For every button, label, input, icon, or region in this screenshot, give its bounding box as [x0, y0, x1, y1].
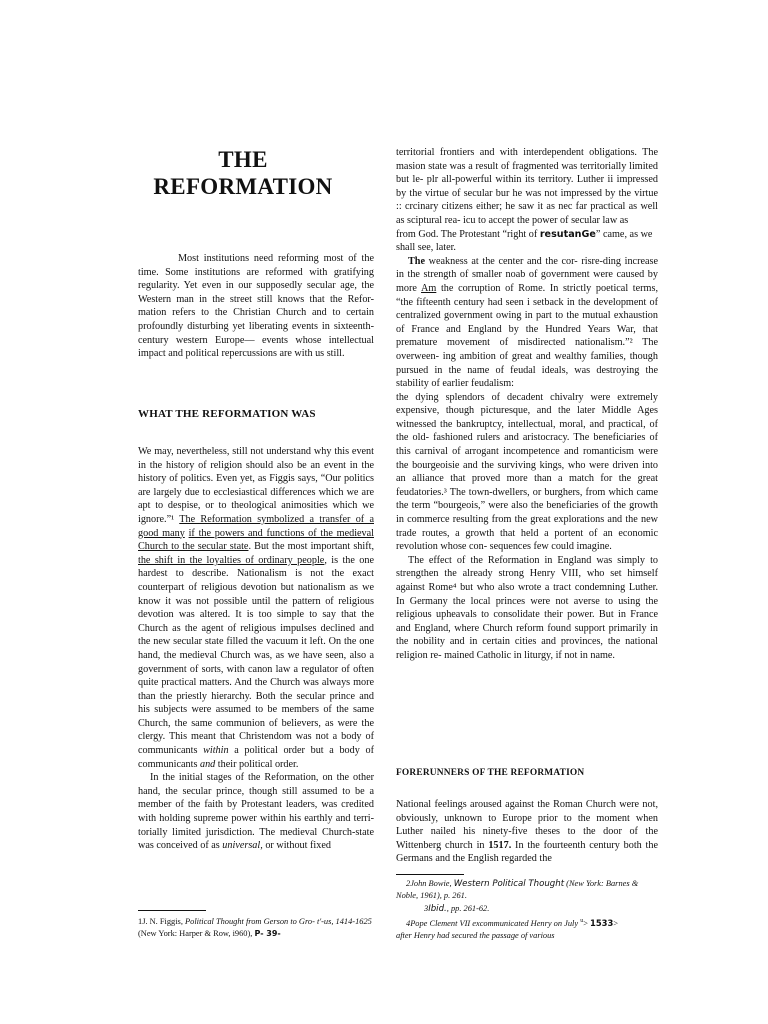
text-run: 4Pope Clement VII excommunicated Henry on July — [406, 919, 581, 929]
text-run: ” came, as we shall see, later. — [396, 228, 653, 254]
title-line-2: REFORMATION — [153, 174, 333, 199]
footnote-3 — [396, 903, 658, 915]
bold-text: resutanGe — [539, 228, 596, 240]
text-run: National feelings aroused against the Roman Church were not, obviously, unknown to Europe prior to the moment when Luther nailed his ninety-five theses to the door of the Wittenberg church in — [396, 799, 658, 851]
italic-text: Political Thought from Gerson to Gro- t'-us, 1414-1625 — [185, 917, 372, 926]
underlined-text: the shift in the loyalties of ordinary people — [138, 554, 325, 566]
italic-text: universal, — [222, 840, 263, 852]
bold-text: 1517. — [488, 839, 512, 851]
title-line-1: THE — [218, 147, 268, 172]
text-run: their political order. — [215, 758, 299, 770]
text-run: , pp. 261-62. — [446, 903, 490, 913]
footnote-rule — [138, 910, 206, 911]
text-run: a political order but a body of communicants — [138, 745, 374, 770]
superscript: u — [580, 918, 584, 925]
text-run: 3 — [424, 903, 429, 913]
footnote-1 — [138, 916, 374, 940]
underlined-text: The Reformation symbolized a transfer of a good many — [138, 513, 374, 539]
right-column-body — [396, 146, 658, 663]
intro-paragraph: Most institutions need reforming most of the time. Some institutions are reformed with gratifying regularity. Yet even in our supposedly secular age, the Western man in the street still knows that the Refor- mation refers to the Christian Church and to certain profoundly disturbing yet liberating events in sixteenth- century western Europe— events whose intellectual impact and political repercussions are with us still. — [138, 253, 374, 360]
page-ref: P- 39- — [254, 929, 281, 938]
text-run: > — [613, 919, 619, 929]
italic-text: and — [199, 758, 216, 770]
text-run: (New York: Barnes & Noble, 1961), p. 261. — [396, 879, 639, 901]
text-run: or without fixed — [262, 840, 331, 852]
text-run: (New York: Harper & Row, i960), — [138, 929, 255, 938]
text-run: > — [583, 919, 591, 929]
italic-text: Western Political Thought — [453, 879, 565, 889]
text-run: , is the one hardest to describe. Nationalism is not the exact counterpart of religious devotion but nationalism as we know it was not possible until the pattern of religious devotion was altered. It is too simple to say that the Church as the agent of religious impulses declined and the new secular state filled the vacuum it left. On the one hand, the medieval Church was, as we have seen, also a government of sorts, with canon law a regulator of often quite practical matters. And the Church was always more than the priestly hierarchy. Both the secular prince and his subjects were assumed to be members of the same Church, the same communion of believers, as were the clergy. This meant that Christendom was not a body of communicants — [138, 554, 374, 757]
italic-text: within — [203, 745, 229, 757]
section-heading-forerunners: FORERUNNERS OF THE REFORMATION — [396, 768, 585, 778]
section-heading-what-reformation-was: WHAT THE REFORMATION WAS — [138, 408, 316, 420]
text-run: We may, nevertheless, still not understand why this event in the history of religion should also be an event in the history of politics. Even yet, as Figgis says, “Our politics are largely due to ecclesiastical differences which we are apt to despise, or to theological animosities which we ignore.”¹ — [138, 446, 374, 525]
paragraph-protestant-right — [396, 228, 658, 255]
text-run: the corruption of Rome. In strictly poetical terms, “the fifteenth century had seen i setback in the development of centralized government owing in part to the mutual exhaustion of France and England by the Hundred Years War, that premature movement of misdirected nationalism.”² The overween- ing ambition of great and wealthy families, though pursued in the name of feudal ideals, was destroying the stability of earlier feudalism: — [396, 282, 658, 390]
paragraph-territorial: territorial frontiers and with interdependent obligations. The masion state was a result of fragmented was territorially limited but le- plr all-powerful within its territory. Luther ii impressed by the virtue of secular bur he was not impressed by the virtue :: crcinary citizens either; he saw it as nec far practical as well as sciptural rea- icu to accept the power of secular law as — [396, 147, 658, 226]
footnote-4 — [396, 915, 658, 943]
footnote-2 — [396, 878, 658, 903]
block-quote-chivalry: the dying splendors of decadent chivalry were extremely expensive, though picturesque, and the later Middle Ages witnessed the bankruptcy, intellectual, moral, and practical, of the old- fashioned rulers and aristocracy. The beneficiaries of this carnival of arrogant incompetence and romanticism were the bourgeoisie and the surviving kings, who were driven into an alliance that proved more than a match for the great feudatories.³ The town-dwellers, or burghers, from which came the term “bourgeois,” were also the beneficiaries of the growth in commerce resulting from the great explorations and the new trade routes, a growth that held a portent of an economic revolution whose con- sequences few could imagine. — [396, 391, 658, 553]
footnote-rule — [396, 874, 464, 875]
text-run: after Henry had secured the passage of various — [396, 931, 555, 941]
left-column-body — [138, 445, 374, 853]
paragraph-effect-england: The effect of the Reformation in England was simply to strengthen the already strong Henry VIII, who set himself against Rome⁴ but who also wrote a tract condemning Luther. In Germany the local princes were not averse to using the religious upheavals to consolidate their power. But in France and England, where Church reform found support primarily in the nobility and in certain cities and provinces, the national religion re- mained Catholic in liturgy, if not in name. — [396, 554, 658, 661]
paragraph-weakness — [396, 255, 658, 391]
underlined-text: Am — [421, 282, 437, 294]
text-run: . But the most important shift, — [248, 541, 374, 553]
italic-text: Ibid. — [428, 903, 447, 914]
paragraph-initial-stages — [138, 771, 374, 853]
text-run: 2John Bowie, — [406, 879, 454, 888]
chapter-title — [138, 146, 348, 200]
text-run: In the initial stages of the Reformation, on the other hand, the secular prince, though still assumed to be a member of the faith by Protestant leaders, was credited with holding supreme power within his earthly and terri- torially limited jurisdiction. The medieval Church-state was conceived of as — [138, 772, 374, 852]
bold-text: The — [408, 255, 425, 267]
right-column-body-2 — [396, 798, 658, 866]
right-footnotes — [396, 878, 658, 943]
underlined-text: Church to the secular state — [138, 541, 249, 553]
paragraph-figgis — [138, 445, 374, 771]
year-text: 1533 — [590, 918, 614, 929]
text-run: from God. The Protestant “right of — [396, 228, 540, 240]
text-run: In the fourteenth century both the Germans and the English regarded the — [396, 839, 659, 865]
underlined-text: if the powers and functions of the medieval — [188, 527, 374, 539]
text-run: 1J. N. Figgis, — [138, 917, 186, 926]
paragraph-national-feelings — [396, 798, 658, 866]
text-run: weakness at the center and the cor- risre-ding increase in the strength of smaller noab of government were caused by more — [396, 255, 658, 294]
